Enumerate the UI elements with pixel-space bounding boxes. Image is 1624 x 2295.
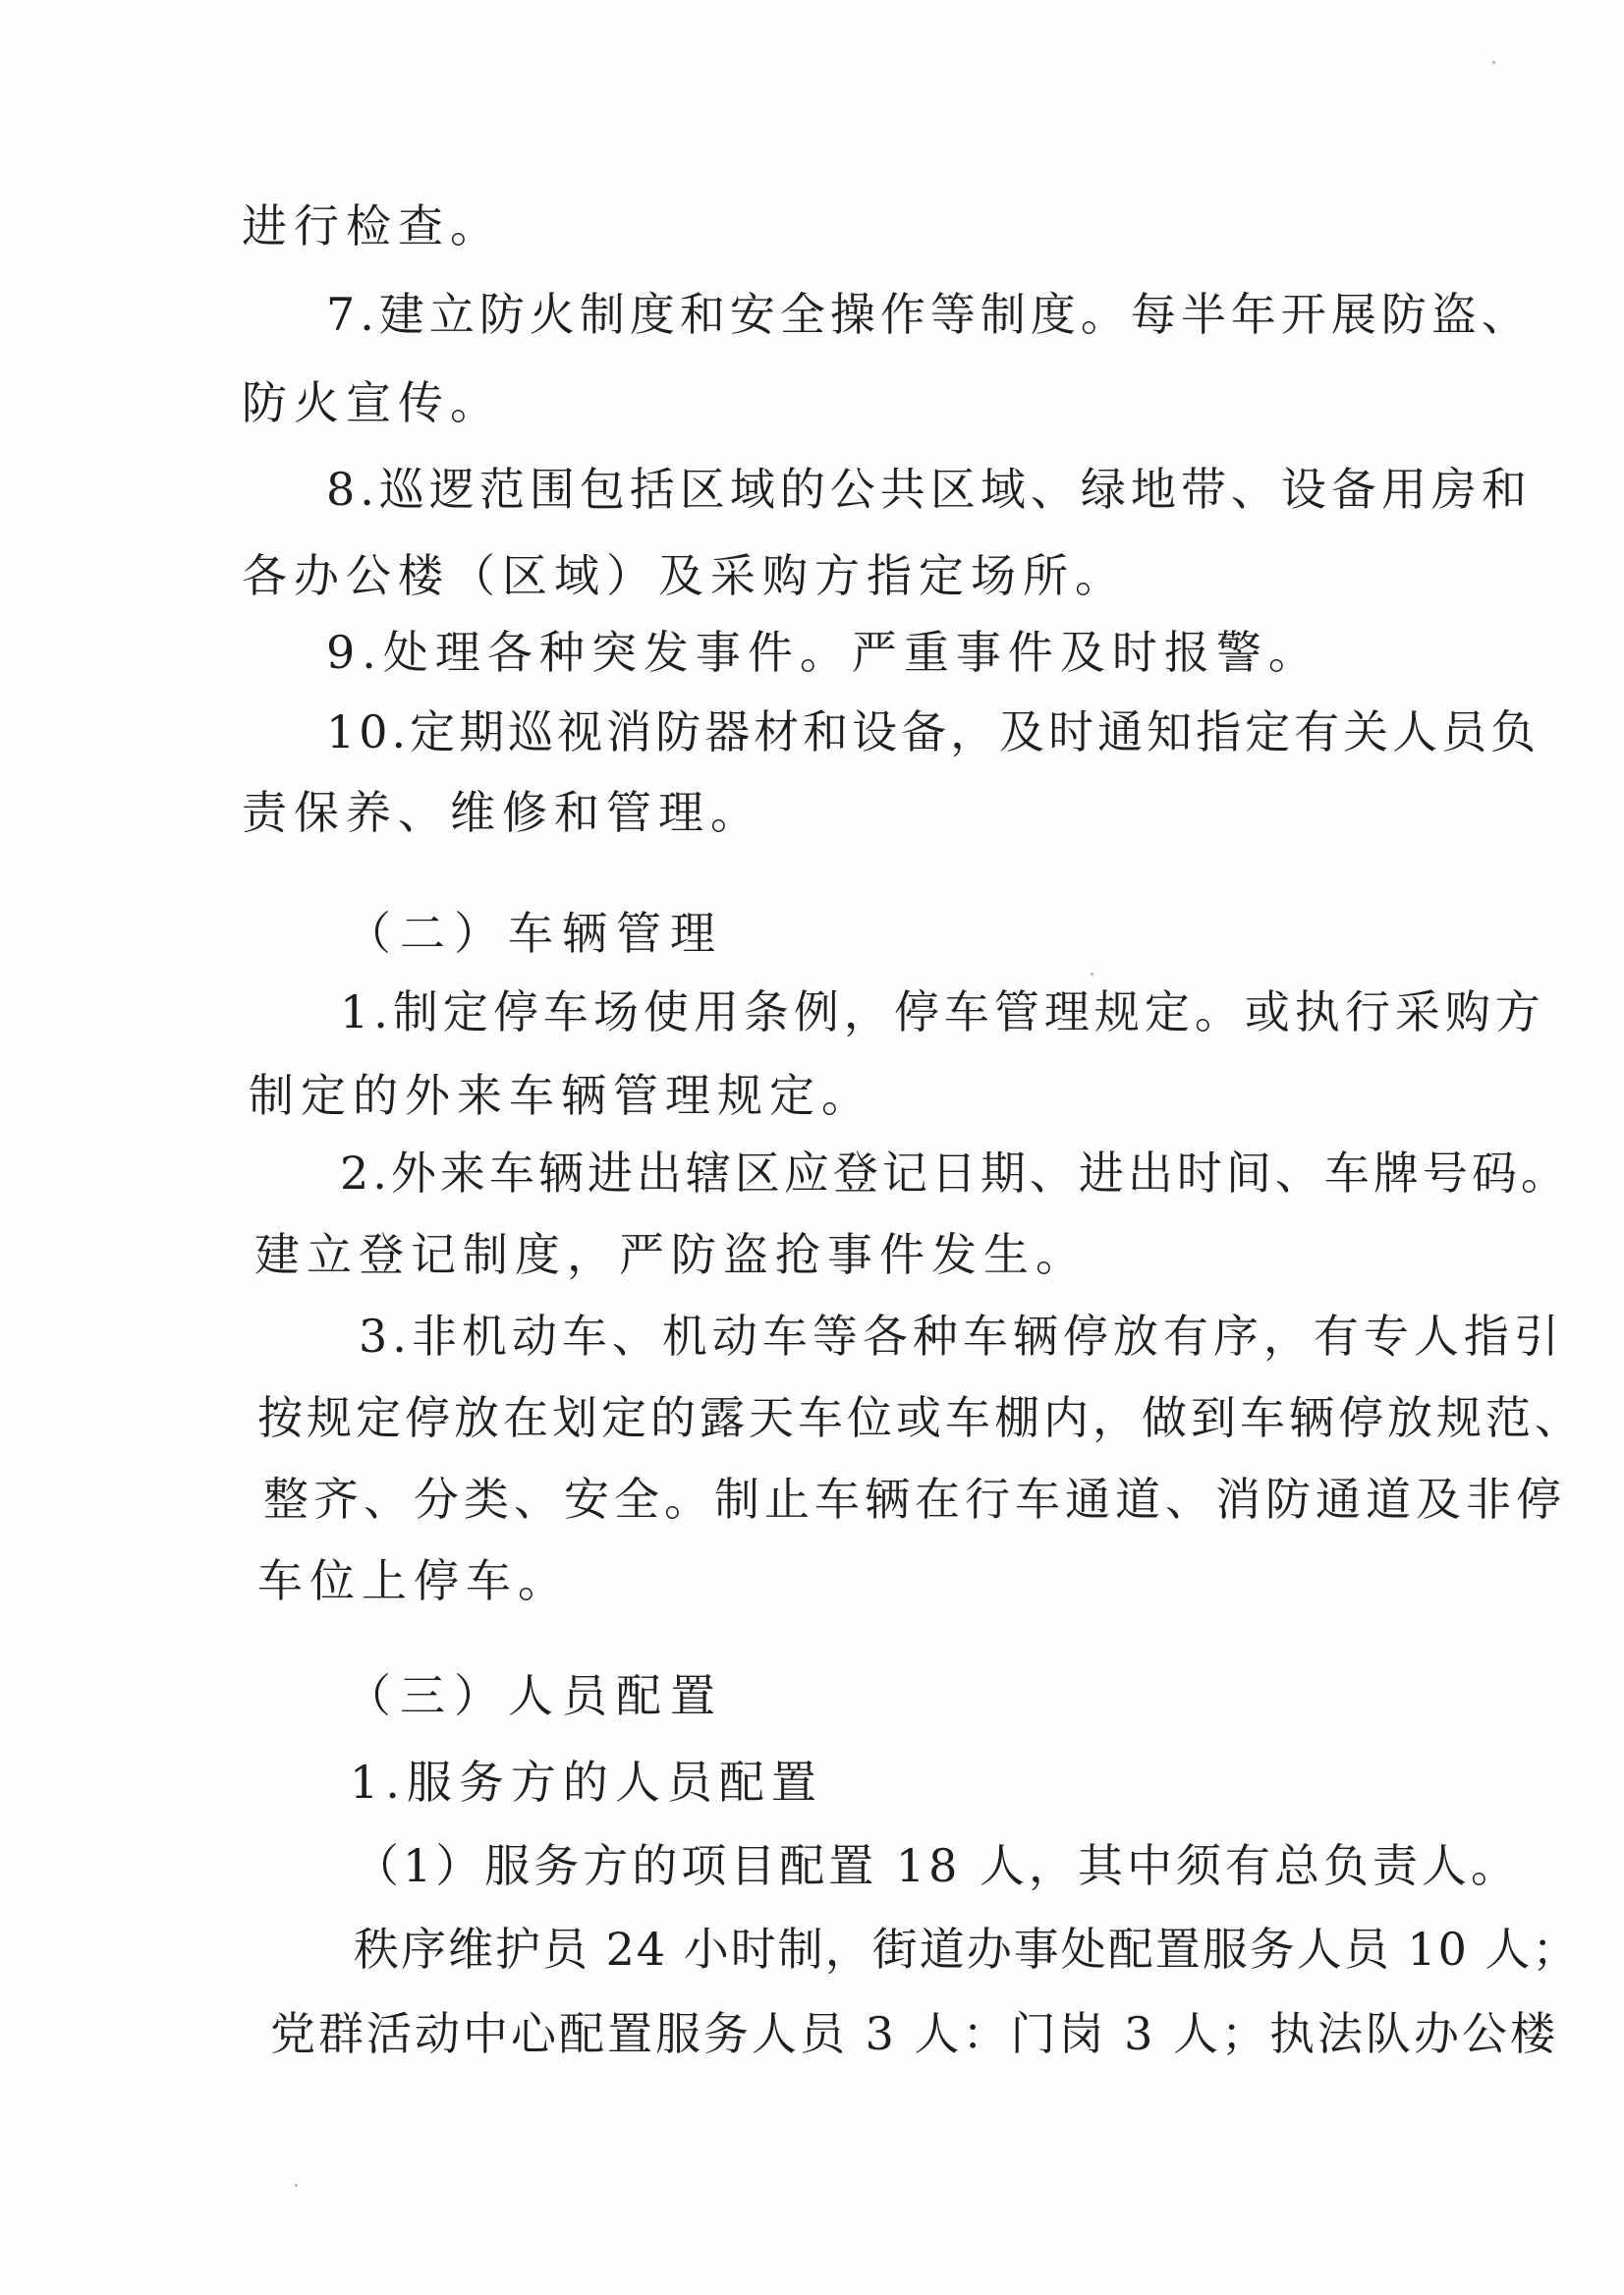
section-heading: （二）车辆管理 xyxy=(346,907,724,960)
text-line: 按规定停放在划定的露天车位或车棚内，做到车辆停放规范、 xyxy=(257,1391,1584,1444)
text-line: 进行检查。 xyxy=(242,199,502,252)
text-line: 2.外来车辆进出辖区应登记日期、进出时间、车牌号码。 xyxy=(340,1147,1570,1200)
text-line: 7.建立防火制度和安全操作等制度。每半年开展防盗、 xyxy=(326,288,1532,341)
text-line: 防火宣传。 xyxy=(242,376,502,429)
text-line: 各办公楼（区域）及采购方指定场所。 xyxy=(242,549,1127,602)
text-line: 3.非机动车、机动车等各种车辆停放有序，有专人指引 xyxy=(359,1310,1564,1363)
text-line: 9.处理各种突发事件。严重事件及时报警。 xyxy=(326,626,1320,679)
text-line: 车位上停车。 xyxy=(257,1554,570,1607)
scan-speck xyxy=(295,2184,298,2187)
text-line: 1.制定停车场使用条例，停车管理规定。或执行采购方 xyxy=(340,985,1545,1038)
text-line: 党群活动中心配置服务人员 3 人：门岗 3 人；执法队办公楼 xyxy=(270,2007,1559,2060)
text-line: 10.定期巡视消防器材和设备，及时通知指定有关人员负 xyxy=(326,705,1540,758)
text-line: （1）服务方的项目配置 18 人，其中须有总负责人。 xyxy=(354,1839,1521,1892)
text-line: 整齐、分类、安全。制止车辆在行车通道、消防通道及非停 xyxy=(263,1473,1566,1526)
scan-speck xyxy=(1492,61,1495,64)
text-line: 秩序维护员 24 小时制，街道办事处配置服务人员 10 人； xyxy=(354,1923,1580,1976)
scan-speck xyxy=(1091,973,1093,976)
section-heading: （三）人员配置 xyxy=(346,1669,724,1722)
text-line: 责保养、维修和管理。 xyxy=(242,786,762,839)
text-line: 1.服务方的人员配置 xyxy=(350,1756,823,1809)
text-line: 制定的外来车辆管理规定。 xyxy=(249,1069,873,1122)
text-line: 建立登记制度，严防盗抢事件发生。 xyxy=(254,1228,1088,1281)
text-line: 8.巡逻范围包括区域的公共区域、绿地带、设备用房和 xyxy=(326,463,1532,516)
